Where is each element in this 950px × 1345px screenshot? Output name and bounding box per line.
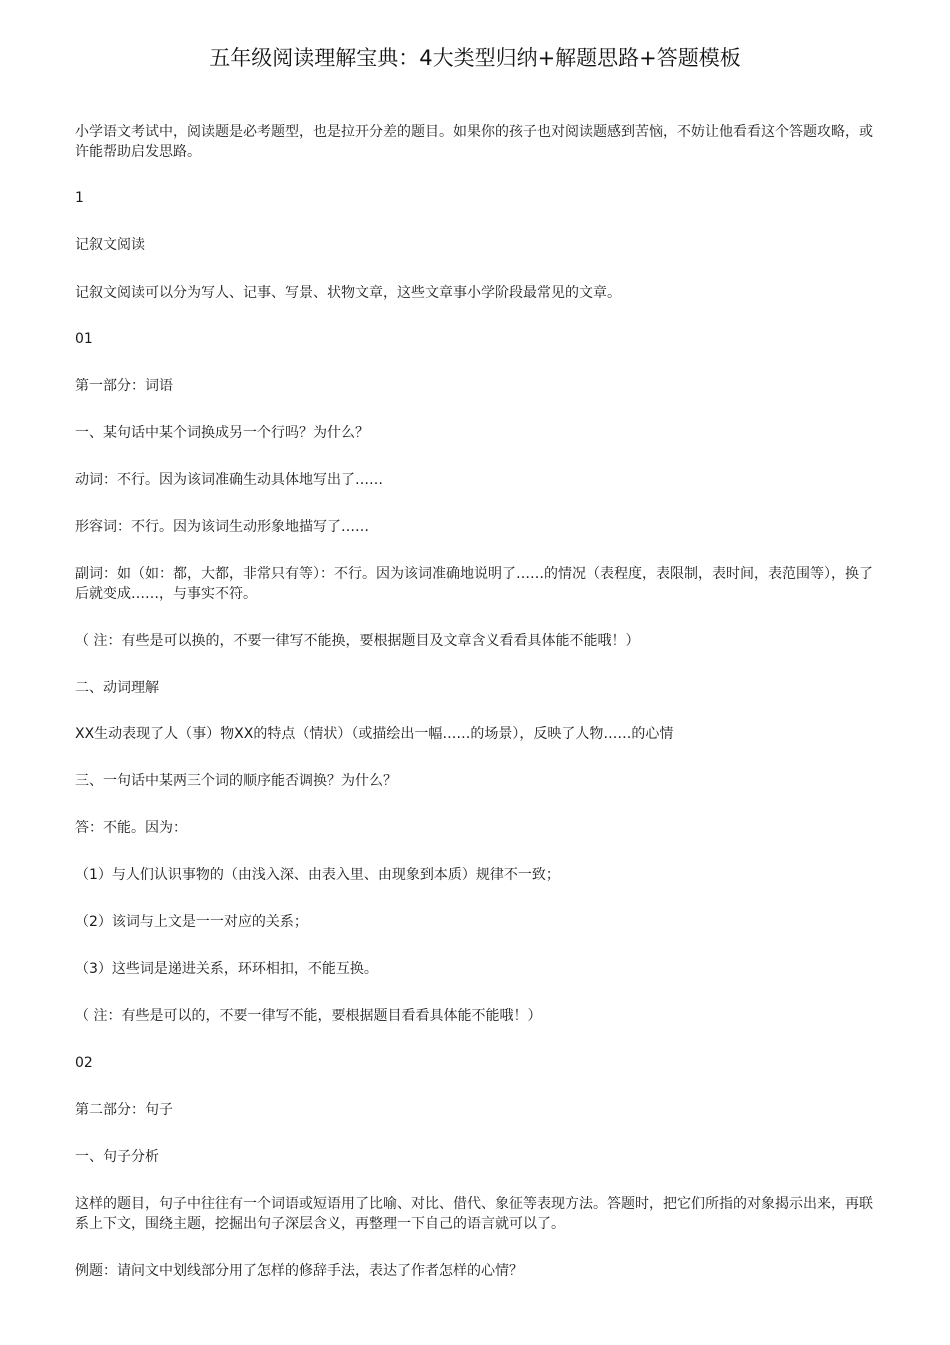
answer-adjective: 形容词：不行。因为该词生动形象地描写了…… <box>75 519 369 535</box>
question-sentence-analysis: 一、句子分析 <box>75 1149 159 1165</box>
note-replace: （ 注：有些是可以换的，不要一律写不能换，要根据题目及文章含义看看具体能不能哦！） <box>75 633 640 649</box>
part-number-02: 02 <box>75 1055 93 1071</box>
reason-1: （1）与人们认识事物的（由浅入深、由表入里、由现象到本质）规律不一致； <box>75 867 560 883</box>
example-question: 例题：请问文中划线部分用了怎样的修辞手法，表达了作者怎样的心情？ <box>75 1263 523 1279</box>
reason-2: （2）该词与上文是一一对应的关系； <box>75 914 308 930</box>
section-number-1: 1 <box>75 190 84 206</box>
answer-verb-template: XX生动表现了人（事）物XX的特点（情状）（或描绘出一幅……的场景），反映了人物……的心情 <box>75 726 674 742</box>
question-word-replace: 一、某句话中某个词换成另一个行吗？为什么？ <box>75 425 369 441</box>
section-heading-narrative: 记叙文阅读 <box>75 237 145 253</box>
part-number-01: 01 <box>75 331 93 347</box>
part-heading-sentences: 第二部分：句子 <box>75 1102 173 1118</box>
sentence-analysis-explanation: 这样的题目，句子中往往有一个词语或短语用了比喻、对比、借代、象征等表现方法。答题时，把它们所指的对象揭示出来，再联系上下文，围绕主题，挖掘出句子深层含义，再整理一下自己的语言就可以了。 <box>75 1196 873 1232</box>
answer-adverb: 副词：如（如：都，大都，非常只有等）：不行。因为该词准确地说明了……的情况（表程度，表限制，表时间，表范围等），换了后就变成……，与事实不符。 <box>75 566 873 602</box>
answer-word-order: 答：不能。因为： <box>75 820 187 836</box>
note-order: （ 注：有些是可以的，不要一律写不能，要根据题目看看具体能不能哦！） <box>75 1008 542 1024</box>
intro-paragraph: 小学语文考试中，阅读题是必考题型，也是拉开分差的题目。如果你的孩子也对阅读题感到苦恼，不妨让他看看这个答题攻略，或许能帮助启发思路。 <box>75 124 873 160</box>
reason-3: （3）这些词是递进关系，环环相扣，不能互换。 <box>75 961 378 977</box>
question-word-order: 三、一句话中某两三个词的顺序能否调换？为什么？ <box>75 773 397 789</box>
answer-verb: 动词：不行。因为该词准确生动具体地写出了…… <box>75 472 383 488</box>
part-heading-words: 第一部分：词语 <box>75 378 173 394</box>
question-verb-understanding: 二、动词理解 <box>75 680 159 696</box>
narrative-intro: 记叙文阅读可以分为写人、记事、写景、状物文章，这些文章事小学阶段最常见的文章。 <box>75 285 621 301</box>
document-title: 五年级阅读理解宝典：4大类型归纳+解题思路+答题模板 <box>209 46 741 70</box>
